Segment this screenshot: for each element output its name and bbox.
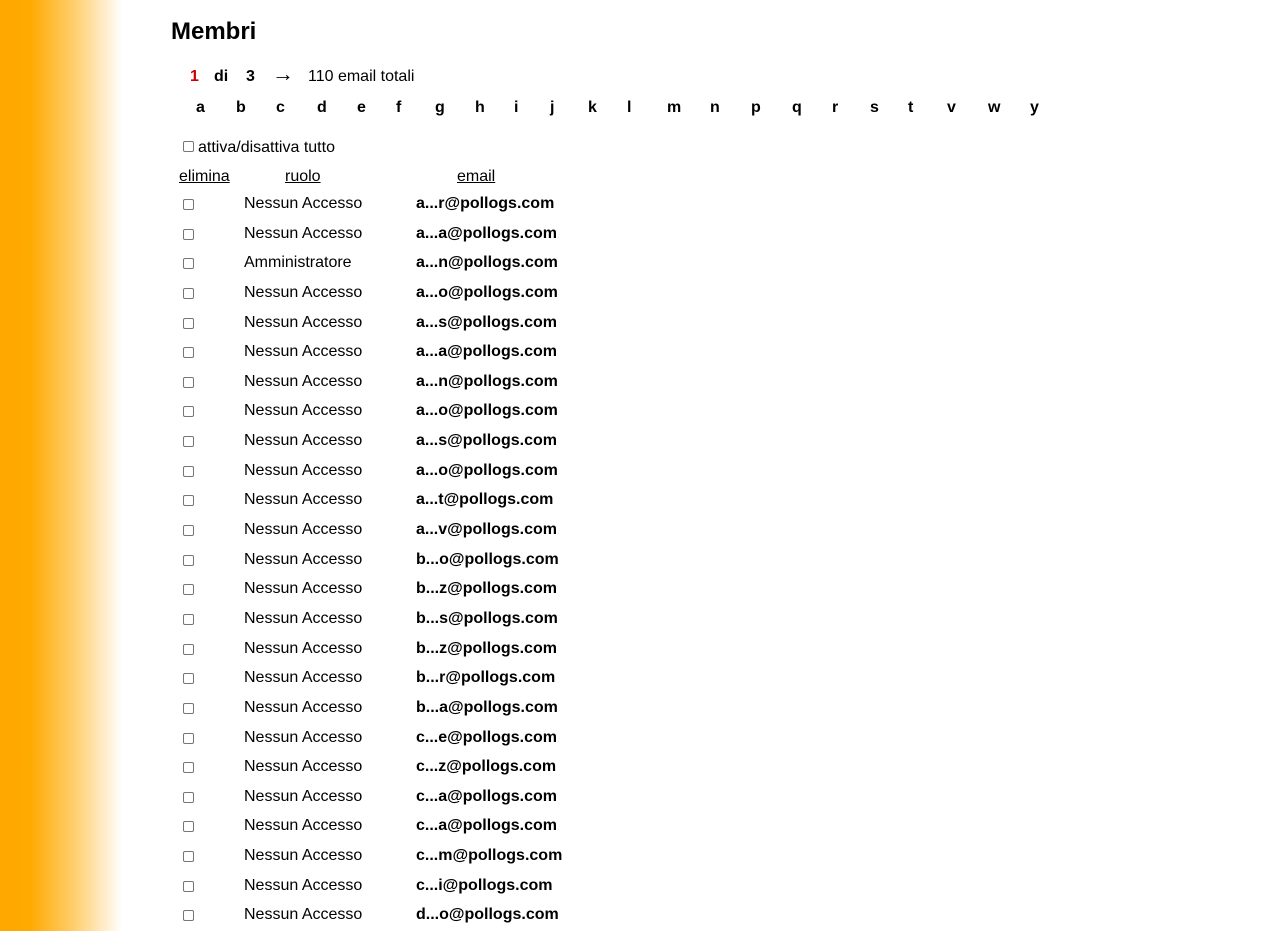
member-email[interactable]: d...o@pollogs.com [416, 906, 559, 924]
member-email[interactable]: a...v@pollogs.com [416, 521, 557, 539]
alphabet-letter-l[interactable]: l [627, 99, 632, 116]
delete-checkbox[interactable] [183, 614, 194, 625]
member-role[interactable]: Nessun Accesso [244, 432, 363, 450]
delete-checkbox[interactable] [183, 199, 194, 210]
member-role[interactable]: Nessun Accesso [244, 402, 363, 420]
member-email[interactable]: c...m@pollogs.com [416, 847, 563, 865]
delete-checkbox[interactable] [183, 851, 194, 862]
member-role[interactable]: Nessun Accesso [244, 372, 363, 390]
member-role[interactable]: Nessun Accesso [244, 580, 363, 598]
member-role[interactable]: Nessun Accesso [244, 195, 363, 212]
alphabet-letter-s[interactable]: s [870, 99, 879, 116]
delete-checkbox[interactable] [183, 525, 194, 536]
member-role[interactable]: Nessun Accesso [244, 224, 363, 242]
member-role[interactable]: Nessun Accesso [244, 669, 363, 687]
delete-checkbox[interactable] [183, 318, 194, 329]
member-role[interactable]: Nessun Accesso [244, 609, 363, 627]
delete-checkbox[interactable] [183, 910, 194, 921]
member-email[interactable]: b...z@pollogs.com [416, 580, 557, 598]
alphabet-letter-d[interactable]: d [317, 99, 327, 116]
delete-checkbox[interactable] [183, 229, 194, 240]
delete-checkbox[interactable] [183, 881, 194, 892]
member-email[interactable]: a...o@pollogs.com [416, 283, 558, 301]
delete-checkbox[interactable] [183, 792, 194, 803]
member-role[interactable]: Nessun Accesso [244, 550, 363, 568]
delete-checkbox[interactable] [183, 406, 194, 417]
column-header-role[interactable]: ruolo [285, 168, 321, 185]
member-role[interactable]: Nessun Accesso [244, 343, 363, 361]
member-role[interactable]: Nessun Accesso [244, 491, 363, 509]
alphabet-filter [196, 97, 1050, 119]
delete-checkbox[interactable] [183, 288, 194, 299]
toggle-all-label: attiva/disattiva tutto [198, 139, 335, 156]
delete-checkbox[interactable] [183, 584, 194, 595]
member-email[interactable]: b...a@pollogs.com [416, 698, 558, 716]
delete-checkbox[interactable] [183, 733, 194, 744]
member-role[interactable]: Nessun Accesso [244, 728, 363, 746]
last-page-link[interactable]: 3 [246, 68, 255, 85]
member-email[interactable]: a...s@pollogs.com [416, 432, 557, 450]
member-role[interactable]: Nessun Accesso [244, 906, 363, 924]
member-email[interactable]: c...i@pollogs.com [416, 876, 553, 894]
member-role[interactable]: Nessun Accesso [244, 461, 363, 479]
member-role[interactable]: Nessun Accesso [244, 521, 363, 539]
member-email[interactable]: a...o@pollogs.com [416, 402, 558, 420]
current-page: 1 [190, 68, 199, 85]
alphabet-letter-a[interactable]: a [196, 99, 205, 116]
delete-checkbox[interactable] [183, 762, 194, 773]
member-email[interactable]: a...o@pollogs.com [416, 461, 558, 479]
alphabet-letter-f[interactable]: f [396, 99, 402, 116]
member-role[interactable]: Nessun Accesso [244, 313, 363, 331]
delete-checkbox[interactable] [183, 377, 194, 388]
member-role[interactable]: Nessun Accesso [244, 639, 363, 657]
alphabet-letter-c[interactable]: c [276, 99, 285, 116]
alphabet-letter-r[interactable]: r [832, 99, 839, 116]
member-role[interactable]: Amministratore [244, 254, 352, 272]
alphabet-letter-w[interactable]: w [988, 99, 1001, 116]
member-email[interactable]: c...a@pollogs.com [416, 787, 557, 805]
alphabet-letter-y[interactable]: y [1030, 99, 1039, 116]
column-header-email[interactable]: email [457, 168, 496, 185]
delete-checkbox[interactable] [183, 644, 194, 655]
alphabet-letter-h[interactable]: h [475, 99, 485, 116]
alphabet-letter-e[interactable]: e [357, 99, 366, 116]
alphabet-letter-t[interactable]: t [908, 99, 914, 116]
member-email[interactable]: b...z@pollogs.com [416, 639, 557, 657]
member-role[interactable]: Nessun Accesso [244, 758, 363, 776]
page-of-label: di [214, 68, 229, 85]
toggle-all-checkbox[interactable] [183, 141, 194, 152]
member-email[interactable]: b...s@pollogs.com [416, 609, 558, 627]
member-email[interactable]: a...s@pollogs.com [416, 313, 557, 331]
alphabet-letter-g[interactable]: g [435, 99, 445, 116]
toggle-all[interactable] [183, 137, 335, 159]
member-email[interactable]: c...e@pollogs.com [416, 728, 557, 746]
delete-checkbox[interactable] [183, 436, 194, 447]
member-email[interactable]: a...n@pollogs.com [416, 254, 558, 272]
alphabet-letter-k[interactable]: k [588, 99, 597, 116]
alphabet-letter-m[interactable]: m [667, 99, 682, 116]
delete-checkbox[interactable] [183, 495, 194, 506]
delete-checkbox[interactable] [183, 673, 194, 684]
delete-checkbox[interactable] [183, 703, 194, 714]
side-gradient-bar [0, 0, 122, 931]
delete-checkbox[interactable] [183, 821, 194, 832]
member-role[interactable]: Nessun Accesso [244, 787, 363, 805]
page-title: Membri [171, 18, 257, 45]
member-email[interactable]: a...a@pollogs.com [416, 343, 557, 361]
member-email[interactable]: b...r@pollogs.com [416, 669, 556, 687]
delete-checkbox[interactable] [183, 466, 194, 477]
member-role[interactable]: Nessun Accesso [244, 817, 363, 835]
alphabet-letter-j[interactable]: j [550, 99, 555, 116]
member-email[interactable]: b...o@pollogs.com [416, 550, 559, 568]
alphabet-letter-n[interactable]: n [710, 99, 720, 116]
delete-checkbox[interactable] [183, 555, 194, 566]
member-role[interactable]: Nessun Accesso [244, 847, 363, 865]
member-role[interactable]: Nessun Accesso [244, 876, 363, 894]
member-email[interactable]: a...r@pollogs.com [416, 195, 555, 212]
member-email[interactable]: a...a@pollogs.com [416, 224, 557, 242]
member-role[interactable]: Nessun Accesso [244, 283, 363, 301]
alphabet-letter-b[interactable]: b [236, 99, 246, 116]
alphabet-letter-i[interactable]: i [514, 99, 519, 116]
member-email[interactable]: a...t@pollogs.com [416, 491, 554, 509]
alphabet-letter-p[interactable]: p [751, 99, 761, 116]
alphabet-letter-q[interactable]: q [792, 99, 802, 116]
alphabet-letter-v[interactable]: v [947, 99, 956, 116]
member-email[interactable]: c...a@pollogs.com [416, 817, 557, 835]
member-email[interactable]: c...z@pollogs.com [416, 758, 557, 776]
total-emails-count: 110 email totali [308, 68, 415, 85]
next-page-arrow-icon[interactable]: → [272, 61, 294, 86]
pagination [190, 63, 414, 88]
column-header-delete[interactable]: elimina [179, 168, 230, 185]
delete-checkbox[interactable] [183, 347, 194, 358]
member-email[interactable]: a...n@pollogs.com [416, 372, 558, 390]
member-role[interactable]: Nessun Accesso [244, 698, 363, 716]
delete-checkbox[interactable] [183, 258, 194, 269]
